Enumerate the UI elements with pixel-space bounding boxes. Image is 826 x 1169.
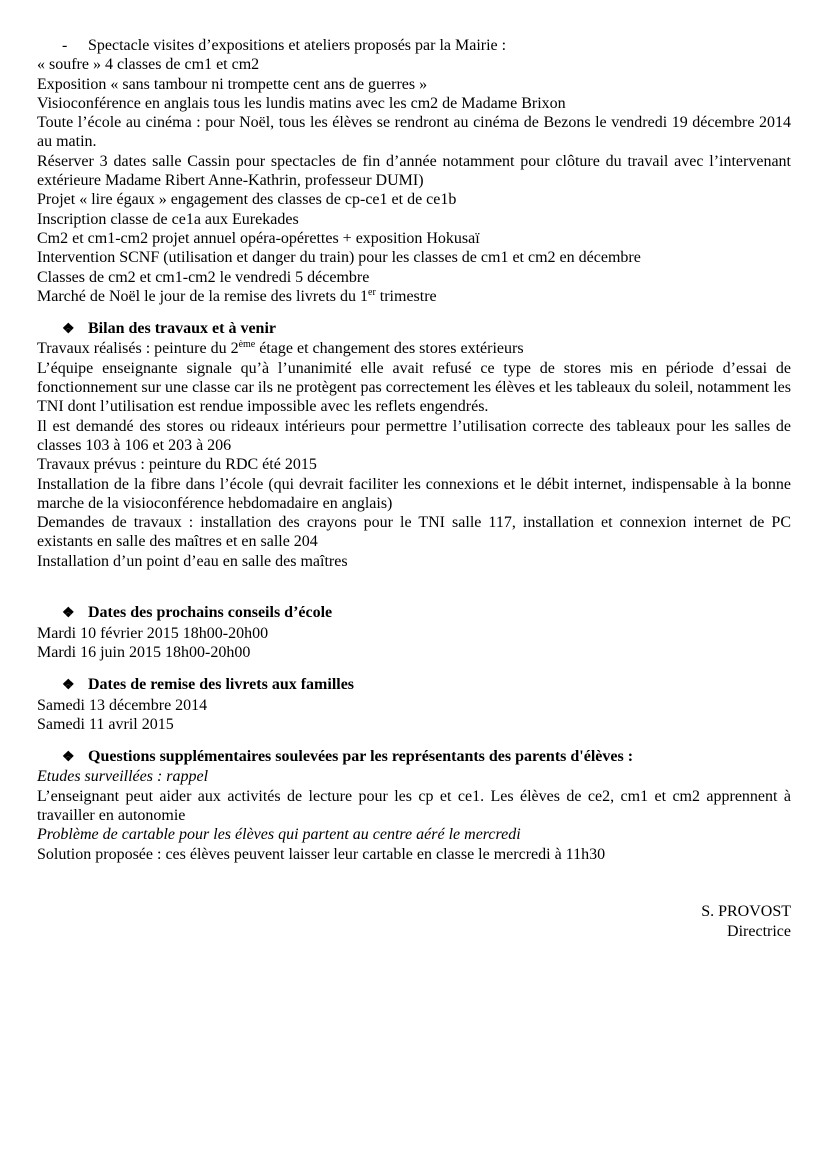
paragraph: « soufre » 4 classes de cm1 et cm2 [37, 56, 260, 74]
paragraph: Etudes surveillées : rappel [37, 768, 209, 786]
paragraph: Cm2 et cm1-cm2 projet annuel opéra-opérettes + exposition Hokusaï [37, 229, 480, 247]
heading-text: Bilan des travaux et à venir [88, 320, 276, 338]
paragraph: Projet « lire égaux » engagement des classes de cp-ce1 et de ce1b [37, 191, 457, 209]
paragraph: Travaux prévus : peinture du RDC été 2015 [37, 456, 317, 474]
dash-bullet: - [62, 37, 68, 54]
blank-line [37, 571, 791, 590]
paragraph: Réserver 3 dates salle Cassin pour spectacles de fin d’année notamment pour clôture du travail avec l’intervenant extérieure Madame Ribert Anne-Kathrin, professeur DUMI) [37, 152, 791, 190]
section-heading [37, 603, 791, 623]
paragraph: Solution proposée : ces élèves peuvent laisser leur cartable en classe le mercredi à 11h30 [37, 845, 606, 863]
paragraph: Mardi 16 juin 2015 18h00-20h00 [37, 643, 251, 661]
blank-line [37, 883, 791, 902]
diamond-bullet-icon: ❖ [62, 322, 75, 338]
superscript-text: er [368, 286, 376, 298]
text-segment: Marché de Noël le jour de la remise des livrets du 1 [37, 287, 368, 305]
paragraph: Inscription classe de ce1a aux Eurekades [37, 210, 299, 228]
heading-text: Dates de remise des livrets aux familles [88, 676, 355, 694]
paragraph: Exposition « sans tambour ni trompette cent ans de guerres » [37, 75, 428, 93]
text-segment: Travaux réalisés : peinture du 2 [37, 340, 239, 358]
paragraph: Visioconférence en anglais tous les lundis matins avec les cm2 de Madame Brixon [37, 94, 566, 112]
signature-title: Directrice [727, 922, 791, 940]
paragraph: Demandes de travaux : installation des crayons pour le TNI salle 117, installation et connexion internet de PC existants en salle des maîtres et en salle 204 [37, 514, 791, 551]
paragraph: L’équipe enseignante signale qu’à l’unanimité elle avait refusé ce type de stores mis en période d’essai de fonctionnement sur une classe car ils ne protègent pas correctement les élèves et les tableaux du soleil, notamment les TNI dont l’utilisation est rendue impossible avec les reflets engendrés. [37, 359, 791, 416]
blank-line [37, 864, 791, 883]
text-segment: trimestre [375, 287, 437, 305]
paragraph: Samedi 11 avril 2015 [37, 715, 174, 733]
paragraph [37, 339, 791, 358]
signature-name: S. PROVOST [701, 903, 791, 921]
paragraph [37, 287, 791, 306]
paragraph: Mardi 10 février 2015 18h00-20h00 [37, 624, 269, 642]
heading-text: Dates des prochains conseils d’école [88, 604, 333, 622]
item-text: Spectacle visites d’expositions et ateliers proposés par la Mairie : [88, 37, 507, 54]
paragraph: Installation d’un point d’eau en salle des maîtres [37, 552, 348, 570]
document-body [37, 36, 791, 902]
section-heading [37, 319, 791, 339]
paragraph: Il est demandé des stores ou rideaux intérieurs pour permettre l’utilisation correcte des tableaux pour les salles de classes 103 à 106 et 203 à 206 [37, 417, 791, 454]
heading-text: Questions supplémentaires soulevées par les représentants des parents d'élèves : [88, 748, 634, 766]
diamond-bullet-icon: ❖ [62, 606, 75, 622]
diamond-bullet-icon: ❖ [62, 678, 75, 694]
superscript-text: ème [238, 339, 256, 351]
list-item [37, 36, 791, 55]
paragraph: Classes de cm2 et cm1-cm2 le vendredi 5 décembre [37, 268, 370, 286]
paragraph: Installation de la fibre dans l’école (qui devrait faciliter les connexions et le débit internet, indispensable à la bonne marche de la visioconférence hebdomadaire en anglais) [37, 475, 791, 512]
section-heading [37, 675, 791, 695]
signature-block [37, 902, 791, 941]
text-segment: étage et changement des stores extérieurs [255, 340, 524, 358]
paragraph: L’enseignant peut aider aux activités de lecture pour les cp et ce1. Les élèves de ce2, cm1 et cm2 apprennent à travailler en autonomie [37, 787, 791, 824]
paragraph: Toute l’école au cinéma : pour Noël, tous les élèves se rendront au cinéma de Bezons le vendredi 19 décembre 2014 au matin. [37, 114, 791, 151]
paragraph: Intervention SCNF (utilisation et danger du train) pour les classes de cm1 et cm2 en décembre [37, 249, 641, 267]
section-heading [37, 747, 791, 767]
paragraph: Problème de cartable pour les élèves qui partent au centre aéré le mercredi [37, 826, 521, 844]
diamond-bullet-icon: ❖ [62, 750, 75, 766]
paragraph: Samedi 13 décembre 2014 [37, 696, 208, 714]
